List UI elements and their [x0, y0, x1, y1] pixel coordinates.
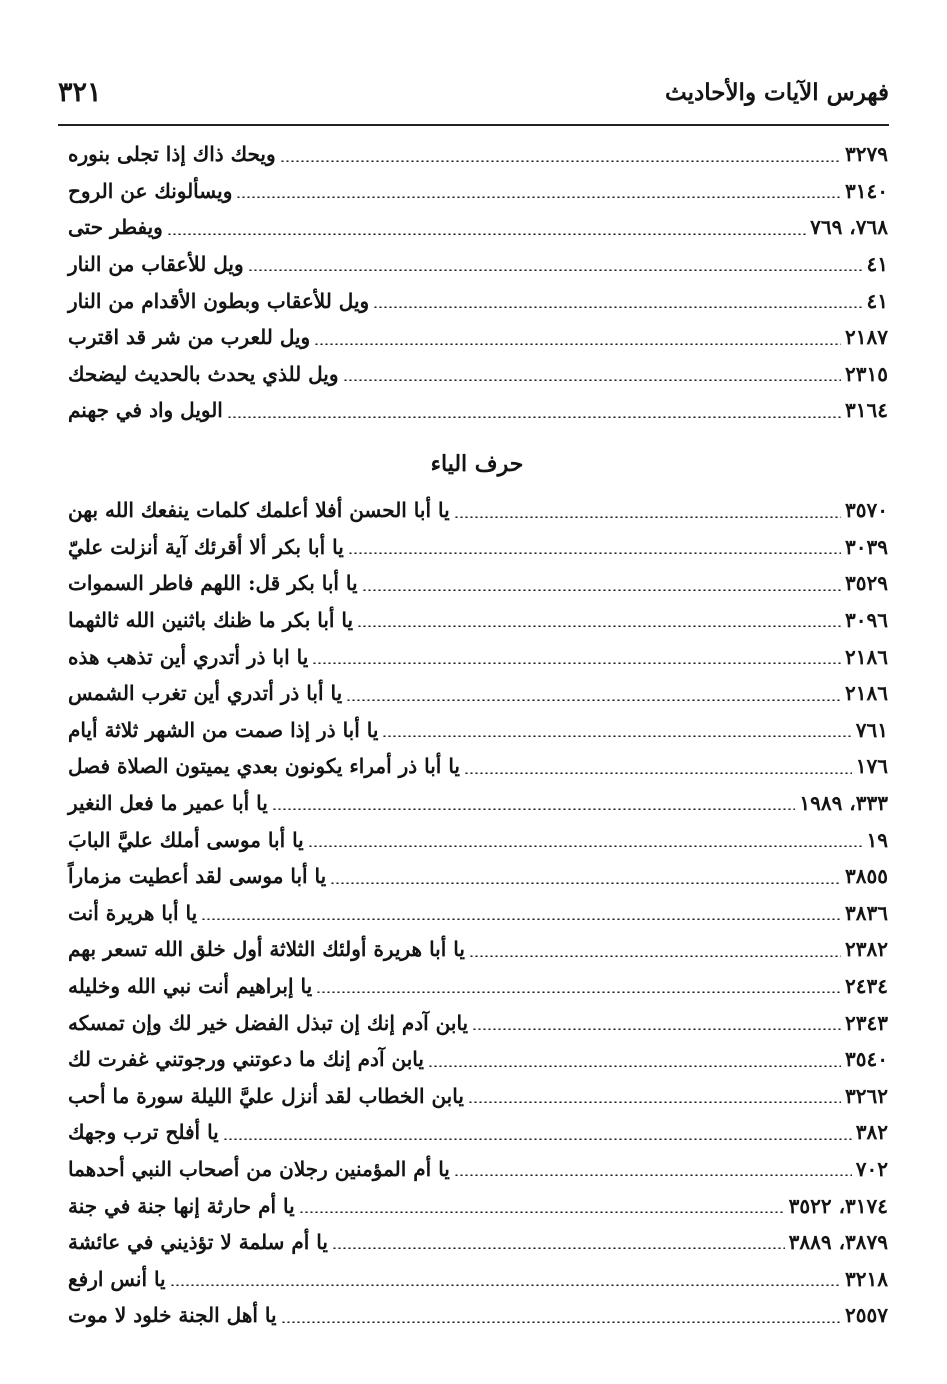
entry-text: يا أم المؤمنين رجلان من أصحاب النبي أحدهما [68, 1156, 450, 1181]
index-entry [62, 136, 892, 173]
entry-ref: ١٧٦ [855, 754, 888, 779]
entry-text: الويل واد في جهنم [68, 398, 223, 423]
entry-ref: ٧٠٢ [855, 1156, 888, 1181]
index-entry [62, 356, 892, 393]
entry-ref: ٣١٤٠ [845, 178, 888, 203]
index-entry [62, 565, 892, 602]
entry-text: يا أبا هريرة أنت [68, 900, 198, 925]
entry-text: يا ابا ذر أتدري أين تذهب هذه [68, 644, 309, 669]
index-entry [62, 1224, 892, 1261]
section-waw [62, 136, 892, 429]
index-entry [62, 1151, 892, 1188]
index-entry [62, 1004, 892, 1041]
entry-ref: ٣٢٦٢ [845, 1083, 888, 1108]
leader-dots [272, 808, 796, 810]
leader-dots [167, 233, 806, 235]
index-entry [62, 319, 892, 356]
entry-ref: ٣٨٥٥ [845, 864, 888, 889]
index-entry [62, 1114, 892, 1151]
leader-dots [248, 269, 863, 271]
entry-ref: ٣٥٧٠ [845, 498, 888, 523]
entry-text: يا أبا موسى لقد أعطيت مزماراً [68, 864, 327, 889]
entry-text: يا أبا ذر أتدري أين تغرب الشمس [68, 681, 343, 706]
entry-ref: ٢٣١٥ [845, 361, 888, 386]
index-entry [62, 1041, 892, 1078]
entry-text: ويسألونك عن الروح [68, 178, 233, 203]
entry-text: ويفطر حتى [68, 215, 163, 240]
entry-text: يا أبا الحسن أفلا أعلمك كلمات ينفعك الله بهن [68, 498, 450, 523]
leader-dots [280, 160, 841, 162]
leader-dots [343, 379, 842, 381]
leader-dots [348, 552, 841, 554]
leader-dots [454, 516, 841, 518]
entry-ref: ٤١ [866, 252, 888, 277]
entry-text: ويل للذي يحدث بالحديث ليضحك [68, 361, 339, 386]
index-entry [62, 1260, 892, 1297]
leader-dots [468, 1101, 841, 1103]
leader-dots [428, 1065, 841, 1067]
entry-text: يا أبا ذر إذا صمت من الشهر ثلاثة أيام [68, 717, 379, 742]
leader-dots [308, 845, 863, 847]
index-entry [62, 246, 892, 283]
entry-ref: ٧٦٨، ٧٦٩ [810, 215, 888, 240]
entry-ref: ٤١ [866, 288, 888, 313]
entry-text: ويل للعرب من شر قد اقترب [68, 325, 311, 350]
leader-dots [332, 1247, 785, 1249]
entry-text: يا أفلح ترب وجهك [68, 1120, 219, 1145]
leader-dots [464, 772, 852, 774]
leader-dots [170, 1284, 841, 1286]
leader-dots [316, 991, 841, 993]
entry-ref: ٢٣٨٢ [845, 937, 888, 962]
entry-text: يا أبا عمير ما فعل النغير [68, 791, 268, 816]
running-title: فهرس الآيات والأحاديث [664, 78, 889, 106]
entry-ref: ٣٨٣٦ [845, 900, 888, 925]
page-number: ٣٢١ [58, 76, 102, 108]
leader-dots [373, 306, 862, 308]
leader-dots [330, 882, 841, 884]
entry-text: ويحك ذاك إذا تجلى بنوره [68, 142, 276, 167]
leader-dots [281, 1321, 841, 1323]
entry-ref: ٣٣٣، ١٩٨٩ [799, 791, 888, 816]
header-rule [58, 124, 889, 126]
entry-ref: ٢٥٥٧ [845, 1303, 888, 1328]
entry-text: يا أم سلمة لا تؤذيني في عائشة [68, 1230, 328, 1255]
entry-ref: ٣٨٢ [855, 1120, 888, 1145]
index-entry [62, 858, 892, 895]
entry-ref: ٢٤٣٤ [845, 974, 888, 999]
entry-text: يا أنس ارفع [68, 1266, 166, 1291]
index-entry [62, 173, 892, 210]
leader-dots [312, 662, 841, 664]
entry-ref: ١٩ [866, 827, 888, 852]
entry-text: يا أبا بكر ألا أقرئك آية أنزلت عليّ [68, 534, 344, 559]
entry-ref: ٣٥٢٩ [845, 571, 888, 596]
leader-dots [223, 1138, 852, 1140]
entry-ref: ٣٢٧٩ [845, 142, 888, 167]
index-entry [62, 529, 892, 566]
leader-dots [472, 1028, 841, 1030]
entry-ref: ٣١٧٤، ٣٥٢٢ [788, 1193, 888, 1218]
entry-text: يا إبراهيم أنت نبي الله وخليله [68, 974, 313, 999]
index-entry [62, 712, 892, 749]
entry-text: يا أبا ذر أمراء يكونون بعدي يميتون الصلاة فصل [68, 754, 460, 779]
entry-text: يا أبا موسى أملك عليَّ البابَ [68, 827, 304, 852]
index-entry [62, 392, 892, 429]
index-entry [62, 895, 892, 932]
index-entry [62, 282, 892, 319]
entry-text: يابن آدم إنك إن تبذل الفضل خير لك وإن تمسكه [68, 1010, 469, 1035]
index-entry [62, 638, 892, 675]
leader-dots [236, 196, 841, 198]
leader-dots [227, 416, 841, 418]
entry-ref: ٣٨٧٩، ٣٨٨٩ [788, 1230, 888, 1255]
entry-text: ويل للأعقاب من النار [68, 252, 244, 277]
index-entry [62, 748, 892, 785]
entry-ref: ٣٢١٨ [845, 1266, 888, 1291]
entry-ref: ٣٠٩٦ [845, 608, 888, 633]
entry-text: يا أبا هريرة أولئك الثلاثة أول خلق الله تسعر بهم [68, 937, 465, 962]
section-heading: حرف الياء [430, 451, 524, 477]
leader-dots [362, 589, 841, 591]
index-entry [62, 492, 892, 529]
page-header [58, 72, 889, 112]
entry-ref: ٢٣٤٣ [845, 1010, 888, 1035]
entry-text: يابن الخطاب لقد أنزل عليَّ الليلة سورة ما أحب [68, 1083, 464, 1108]
index-entry [62, 785, 892, 822]
index-entry [62, 675, 892, 712]
entry-ref: ٣٠٣٩ [845, 534, 888, 559]
leader-dots [454, 1174, 852, 1176]
entry-text: ويل للأعقاب وبطون الأقدام من النار [68, 288, 370, 313]
index-entry [62, 931, 892, 968]
entry-text: يا أبا بكر ما ظنك باثنين الله ثالثهما [68, 608, 354, 633]
entry-text: يا أبا بكر قل: اللهم فاطر السموات [68, 571, 358, 596]
entry-ref: ٢١٨٦ [845, 644, 888, 669]
leader-dots [314, 343, 841, 345]
index-entry [62, 602, 892, 639]
index-entry [62, 1187, 892, 1224]
entry-text: يا أهل الجنة خلود لا موت [68, 1303, 277, 1328]
section-ya [62, 444, 892, 1334]
index-entry [62, 968, 892, 1005]
leader-dots [469, 955, 841, 957]
index-entry [62, 821, 892, 858]
entry-ref: ٣١٦٤ [845, 398, 888, 423]
leader-dots [346, 699, 841, 701]
entry-text: يابن آدم إنك ما دعوتني ورجوتني غفرت لك [68, 1047, 424, 1072]
entry-ref: ٢١٨٧ [845, 325, 888, 350]
entry-text: يا أم حارثة إنها جنة في جنة [68, 1193, 295, 1218]
leader-dots [201, 918, 841, 920]
entry-ref: ٧٦١ [855, 717, 888, 742]
leader-dots [382, 735, 851, 737]
entry-ref: ٢١٨٦ [845, 681, 888, 706]
entry-ref: ٣٥٤٠ [845, 1047, 888, 1072]
leader-dots [357, 625, 841, 627]
index-entry [62, 1078, 892, 1115]
leader-dots [299, 1211, 785, 1213]
index-entry [62, 209, 892, 246]
index-entry [62, 1297, 892, 1334]
